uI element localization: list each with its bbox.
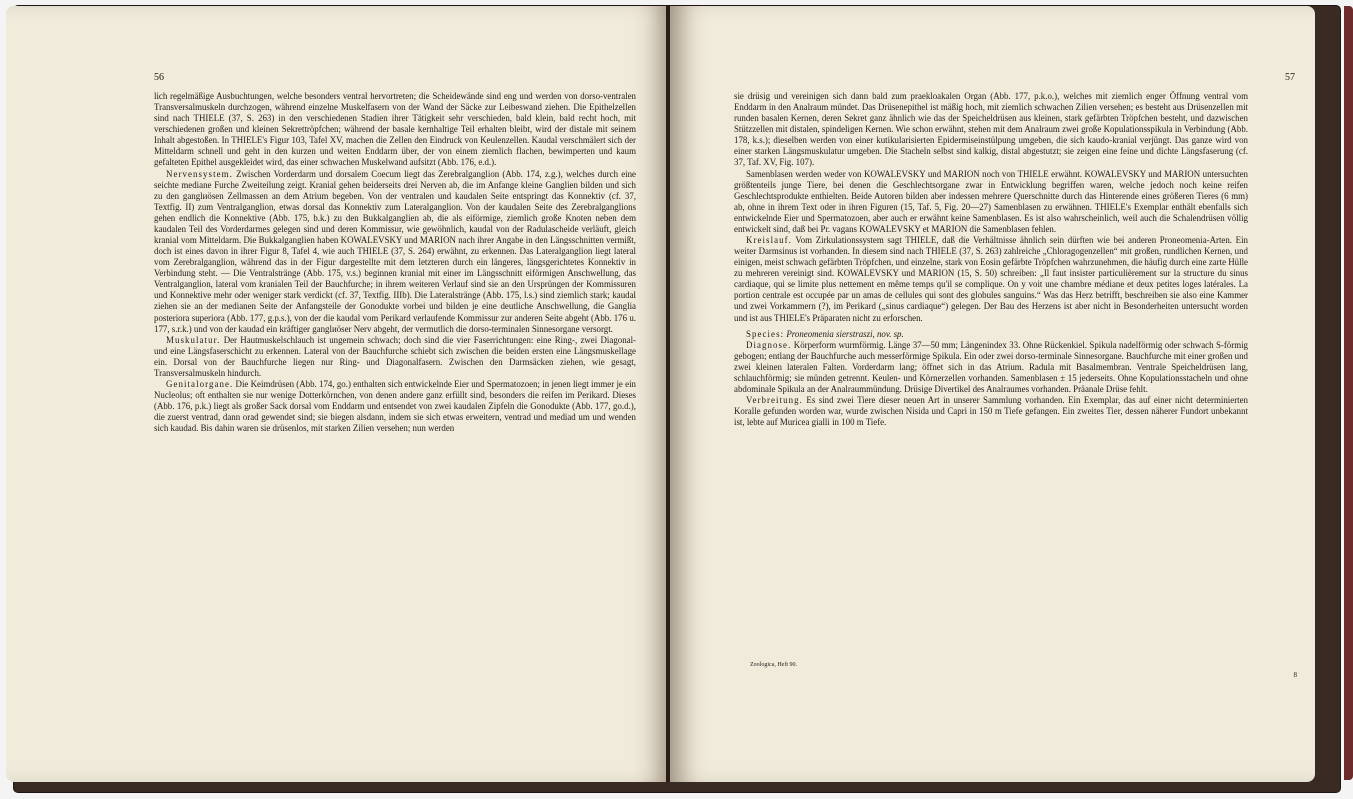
paragraph: lich regelmäßige Ausbuchtungen, welche besonders ventral hervortreten; die Scheidewände sind eng und werden von dorso-ventralen Transversalmuskeln durchzogen, während einzelne Muskelfasern von der Wand der Säcke zur Leibeswand ziehen. Die Epithelzellen sind nach THIELE (37, S. 263) in den verschiedenen Stadien ihrer Tätigkeit sehr verschieden, bald klein, bald recht hoch, mit verschiedenen großen und kleinen Sekrettröpfchen; während der basale kernhaltige Teil erhalten bleibt, wird der distale mit seinem Inhalt abgestoßen. In THIELE's Figur 103, Tafel XV, machen die Zellen den Eindruck von Keulenzellen. Kaudal verschmälert sich der Mitteldarm schnell und geht in den kurzen und weiten Enddarm über, der von einem ziemlich flachen, bewimperten und kaum gefalteten Epithel ausgekleidet wird, das einer schwachen Muskelwand aufsitzt (Abb. 176, e.d.). (154, 91, 636, 168)
left-page-text (154, 91, 636, 434)
paragraph-nervensystem: Nervensystem. Zwischen Vorderdarm und dorsalem Coecum liegt das Zerebralganglion (Abb. 174, z.g.), welches durch eine seichte mediane Furche Zweiteilung zeigt. Kranial gehen beiderseits drei Nerven ab, die im Anfange kleine Ganglien bilden und sich zu den ganglиösen Zellmassen an dem Atrium begeben. Von der ventralen und kaudalen Seite entspringt das Konnektiv (cf. 37, Textfig. II) zum Ventralganglion, etwas dorsal das Konnektiv zum Lateralganglion. Von der kaudalen Seite des Zerebralganglions gehen endlich die Konnektive (Abb. 175, b.k.) zu den Bukkalganglien ab, die als eiförmige, ziemlich große Knoten neben dem kaudalen Teil des Vorderdarmes gelegen sind und deren Kommissur, wie gewöhnlich, kaudal von der Radulascheide verläuft, gleich kranial vom Mitteldarm. Die Bukkalganglien haben KOWALEVSKY und MARION nach ihrer Angabe in den Längsschnitten vermißt, doch ist eines davon in ihrer Figur 8, Tafel 4, wie auch THIELE (37, S. 264) erwähnt, zu erkennen. Das Lateralganglion liegt lateral vom Zerebralganglion, während das in der Figur dargestellte mit dem letzteren durch ein längeres, längsgerichtetes Konnektiv in Verbindung steht. — Die Ventralstränge (Abb. 175, v.s.) beginnen kranial mit einer im Längsschnitt eiförmigen Anschwellung, das Ventralganglion, lateral vom kranialen Teil der Bauchfurche; in ihrem weiteren Verlauf sind sie an den Ursprüngen der Kommissuren und Konnektive mehr oder weniger stark verdickt (cf. 37, Textfig. IIIb). Die Lateralstränge (Abb. 175, l.s.) sind ziemlich stark; kaudal ziehen sie an der medianen Seite der Anfangsteile der Gonodukte vorbei und bilden je eine deutliche Anschwellung, die Ganglia posteriora superiora (Abb. 177, g.p.s.), von der die kaudal vom Perikard verlaufende Kommissur zur anderen Seite abgeht (Abb. 176 u. 177, s.r.k.) und von der kaudad ein kräftiger ganglиöser Nerv abgeht, der vermutlich die dorso-terminalen Sinnesorgane versorgt. (154, 168, 636, 334)
paragraph-species: Species: Proneomenia sierstraszi, nov. sp. (746, 328, 904, 339)
paragraph-diagnose: Diagnose. Körperform wurmförmig. Länge 37—50 mm; Längenindex 33. Ohne Rückenkiel. Spikula nadelförmig oder schwach S-förmig gebogen; entlang der Bauchfurche auch messerförmige Spikula. Ein oder zwei dorso-terminale Sinnesorgane. Bauchfurche mit einer großen und zwei kleinen lateralen Falten. Vorderdarm lang; öffnet sich in das Atrium. Radula mit Basalmembran. Ventrale Speicheldrüsen lang, schlauchförmig; sie münden getrennt. Keulen- und Körnerzellen vorhanden. Samenblasen ± 15 jederseits. Ohne Kopulationsstacheln und ohne abdominale Spikula an der Analraummündung. Drüsige Divertikel des Analraumes vorhanden. Präanale Drüse fehlt. (734, 339, 1248, 395)
section-lead: Species: (746, 328, 785, 339)
paragraph-muskulatur: Muskulatur. Der Hautmuskelschlauch ist ungemein schwach; doch sind die vier Faserrichtungen: eine Ring-, zwei Diagonal- und eine Längsfaserschicht zu erkennen. Lateral von der Bauchfurche schiebt sich zwischen die beiden ersten eine Längsmuskellage ein. Dorsal von der Bauchfurche liegen nur Ring- und Diagonalfasern. Zwischen den Darmsäcken ziehen, wie gesagt, Transversalmuskeln hindurch. (154, 334, 636, 378)
section-lead: Diagnose. (746, 339, 792, 350)
footer-reference: Zoologica, Heft 90. (750, 662, 797, 668)
paragraph-kreislauf: Kreislauf. Vom Zirkulationssystem sagt THIELE, daß die Verhältnisse ähnlich sein dürften wie bei anderen Proneomenia-Arten. Ein weiter Darmsinus ist vorhanden. In diesem sind nach THIELE (37, S. 263) zahlreiche „Chloragogenzellen“ mit großen, rundlichen Kernen, und einigen, meist schwach gefärbten Tröpfchen, und einzelne, stark von Eosin gefärbte Tröpfchen wahrzunehmen, die häufig durch eine zarte Hülle zu mehreren vereinigt sind. KOWALEVSKY und MARION (15, S. 50) schreiben: „Il faut insister particulièrement sur la structure du sinus cardiaque, qui se limite plus nettement en même temps qu'il se complique. On y voit une chambre médiane et deux petites loges latérales. La portion centrale est occupée par un amas de cellules qui sont des globules sanguins.“ Was das Herz betrifft, beschreiben sie also eine Kammer und zwei Vorkammern (?), im Perikard („sinus cardiaque“) gelegen. Der Bau des Herzens ist aber nicht in Besonderheiten untersucht worden und ist aus THIELE's Präparaten nicht zu erforschen. (734, 235, 1248, 323)
paragraph-samenblasen: Samenblasen werden weder von KOWALEVSKY und MARION noch von THIELE erwähnt. KOWALEVSKY und MARION untersuchten größtenteils junge Tiere, bei denen die Geschlechtsorgane zwar in Entwicklung begriffen waren, welche jedoch noch keine reifen Geschlechtsprodukte enthielten. Beide Autoren bilden aber indessen mehrere Querschnitte durch das Hinterende eines größeren Tieres (6 mm) ab, ohne in ihrem Text oder in ihren Figuren (15, Taf. 5, Fig. 20—27) Samenblasen zu erwähnen. THIELE's Exemplar enthält ebenfalls sich entwickelnde Eier und Spermatozoen, aber auch er erwähnt keine Samenblasen. Es ist also wahrscheinlich, weil auch die Schalendrüsen völlig entwickelt sind, daß bei Pr. vagans KOWALEVSKY et MARION die Samenblasen fehlen. (734, 168, 1248, 234)
section-lead: Kreislauf. (746, 235, 792, 246)
right-page-number: 57 (1285, 72, 1295, 83)
section-lead: Nervensystem. (166, 168, 233, 179)
section-lead: Verbreitung. (746, 395, 803, 406)
book-cover-edge (1344, 6, 1353, 780)
right-page-text (734, 91, 1248, 428)
paragraph-verbreitung: Verbreitung. Es sind zwei Tiere dieser neuen Art in unserer Sammlung vorhanden. Ein Exemplar, das auf einer nicht determinierten Koralle gefunden worden war, wurde zwischen Nisida und Capri in 150 m Tiefe gefangen. Ein zweites Tier, dessen näherer Fundort unbekannt ist, lebte auf Muricea gialli in 100 m Tiefe. (734, 395, 1248, 428)
left-page (6, 6, 668, 782)
section-lead: Muskulatur. (166, 334, 221, 345)
section-lead: Genitalorgane. (166, 379, 234, 390)
right-page (670, 6, 1315, 782)
left-page-number: 56 (154, 72, 164, 83)
paragraph: sie drüsig und vereinigen sich dann bald zum praekloakalen Organ (Abb. 177, p.k.o.), welches mit ziemlich enger Öffnung ventral vom Enddarm in den Analraum mündet. Das Drüsenepithel ist mäßig hoch, mit ziemlich schwachen Zilien versehen; es besteht aus Drüsenzellen mit runden basalen Kernen, deren Sekret ganz ähnlich wie das der Speicheldrüsen aus kleinen, stark gefärbten Tröpfchen besteht, und dazwischen Stützzellen mit distalen, spindeligen Kernen. Wie schon erwähnt, stehen mit dem Analraum zwei große Kopulationsspikula in Verbindung (Abb. 178, k.s.); dieselben werden von einer kutikularisierten Epidermiseinstülpung umgeben, die sich kaudo-kranial verjüngt. Das ganze wird von einer starken Längsmuskulatur umgeben. Die Stacheln selbst sind kalkig, distal abgestutzt; sie zeigen eine feine und dichte Längsfaserung (cf. 37, Taf. XV, Fig. 107). (734, 91, 1248, 168)
paragraph-genitalorgane: Genitalorgane. Die Keimdrüsen (Abb. 174, go.) enthalten sich entwickelnde Eier und Spermatozoen; in jenen liegt immer je ein Nucleolus; oft enthalten sie nur wenige Dotterkörnchen, von denen andere ganz erfüllt sind, besonders die reifen im Perikard. Dieses (Abb. 176, p.k.) liegt als großer Sack dorsal vom Enddarm und entsendet von zwei kaudalen Zipfeln die Gonodukte (Abb. 177, go.d.), die zuerst ventrad, dann orad gewendet sind; sie biegen alsdann, indem sie sich etwas erweitern, ventrad und mediad um und wenden sich kaudad. Bis dahin waren sie drüsenlos, mit starken Zilien versehen; nun werden (154, 379, 636, 434)
signature-mark: 8 (1293, 671, 1297, 679)
